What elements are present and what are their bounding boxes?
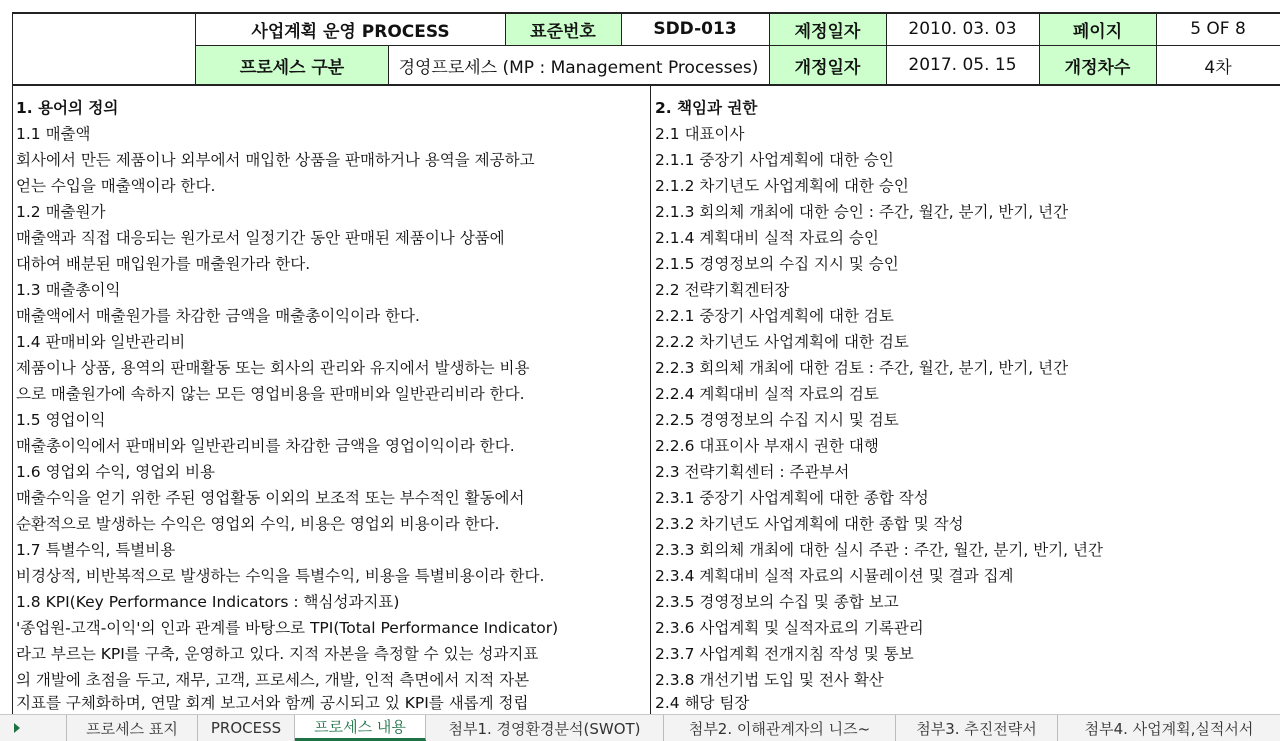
- column-divider: [650, 85, 651, 714]
- body-line[interactable]: 매출총이익에서 판매비와 일반관리비를 차감한 금액을 영업이익이라 한다.: [16, 437, 515, 455]
- body-line[interactable]: 으로 매출원가에 속하지 않는 모든 영업비용을 판매비와 일반관리비라 한다.: [16, 385, 525, 403]
- body-line[interactable]: 1.3 매출총이익: [16, 281, 121, 299]
- body-line[interactable]: 회사에서 만든 제품이나 외부에서 매입한 상품을 판매하거나 용역을 제공하고: [16, 151, 535, 169]
- body-line[interactable]: 의 개발에 초점을 두고, 재무, 고객, 프로세스, 개발, 인적 측면에서 지적 자본: [16, 671, 530, 689]
- sheet-tab-attachment-3[interactable]: 첨부3. 추진전략서: [896, 715, 1058, 741]
- body-line[interactable]: 2.3.3 회의체 개최에 대한 실시 주관 : 주간, 월간, 분기, 반기, 년간: [655, 541, 1103, 559]
- std-no-value[interactable]: SDD-013: [653, 19, 737, 39]
- body-line[interactable]: 2.3.5 경영정보의 수집 및 종합 보고: [655, 593, 899, 611]
- body-line[interactable]: 2.1.4 계획대비 실적 자료의 승인: [655, 229, 879, 247]
- section-heading[interactable]: 1. 용어의 정의: [16, 99, 119, 117]
- sheet-tab-process-content[interactable]: 프로세스 내용: [295, 715, 426, 741]
- body-line[interactable]: 2.4 해당 팀장: [655, 694, 750, 712]
- grid-line: [388, 46, 389, 84]
- sheet-tab-attachment-1[interactable]: 첨부1. 경영환경분석(SWOT): [426, 715, 664, 741]
- scroll-tabs-right-icon[interactable]: [14, 723, 20, 733]
- std-no-label[interactable]: 표준번호: [505, 12, 621, 46]
- grid-line: [12, 12, 1280, 14]
- body-line[interactable]: 2.2.4 계획대비 실적 자료의 검토: [655, 385, 879, 403]
- grid-line: [12, 84, 1280, 86]
- body-line[interactable]: 2.2.6 대표이사 부재시 권한 대행: [655, 437, 879, 455]
- sheet-tab-process[interactable]: PROCESS: [198, 715, 295, 741]
- body-line[interactable]: 1.5 영업이익: [16, 411, 106, 429]
- body-line[interactable]: 1.7 특별수익, 특별비용: [16, 541, 176, 559]
- grid-line: [195, 12, 196, 85]
- sheet-tab-bar: [0, 714, 1280, 741]
- body-line[interactable]: 2.3.4 계획대비 실적 자료의 시뮬레이션 및 결과 집계: [655, 567, 1014, 585]
- body-line[interactable]: 2.2.5 경영정보의 수집 지시 및 검토: [655, 411, 899, 429]
- body-line[interactable]: 지표를 구체화하며, 연말 회계 보고서와 함께 공시되고 있 KPI를 새롭게 정립: [16, 694, 529, 712]
- grid-line: [621, 12, 622, 46]
- revision-value[interactable]: 4차: [1204, 57, 1232, 78]
- revision-label[interactable]: 개정차수: [1039, 46, 1156, 84]
- grid-line: [769, 12, 770, 85]
- body-line[interactable]: 1.4 판매비와 일반관리비: [16, 333, 186, 351]
- body-line[interactable]: 2.1.5 경영정보의 수집 지시 및 승인: [655, 255, 899, 273]
- body-line[interactable]: 1.6 영업외 수익, 영업외 비용: [16, 463, 216, 481]
- body-line[interactable]: 2.2 전략기획겐터장: [655, 281, 790, 299]
- process-type-value[interactable]: 경영프로세스 (MP : Management Processes): [398, 57, 759, 78]
- body-line[interactable]: 2.1.1 중장기 사업계획에 대한 승인: [655, 151, 894, 169]
- grid-line: [886, 12, 887, 85]
- body-line[interactable]: 2.2.1 중장기 사업계획에 대한 검토: [655, 307, 894, 325]
- body-line[interactable]: 매출수익을 얻기 위한 주된 영업활동 이외의 보조적 또는 부수적인 활동에서: [16, 489, 525, 507]
- body-line[interactable]: 2.1.3 회의체 개최에 대한 승인 : 주간, 월간, 분기, 반기, 년간: [655, 203, 1069, 221]
- body-line[interactable]: 2.3.1 중장기 사업계획에 대한 종합 작성: [655, 489, 929, 507]
- body-line[interactable]: 매출액에서 매출원가를 차감한 금액을 매출총이익이라 한다.: [16, 307, 420, 325]
- enact-date-value[interactable]: 2010. 03. 03: [908, 19, 1017, 39]
- body-line[interactable]: 2.3.8 개선기법 도입 및 전사 확산: [655, 671, 884, 689]
- process-type-label[interactable]: 프로세스 구분: [196, 46, 388, 84]
- body-line[interactable]: 2.3 전략기획센터 : 주관부서: [655, 463, 850, 481]
- grid-line: [196, 45, 1280, 46]
- grid-line: [12, 12, 13, 714]
- body-line[interactable]: 대하여 배분된 매입원가를 매출원가라 한다.: [16, 255, 311, 273]
- revise-date-label[interactable]: 개정일자: [769, 46, 886, 84]
- body-line[interactable]: 2.3.7 사업계획 전개지침 작성 및 통보: [655, 645, 914, 663]
- body-line[interactable]: 2.2.3 회의체 개최에 대한 검토 : 주간, 월간, 분기, 반기, 년간: [655, 359, 1069, 377]
- page-label[interactable]: 페이지: [1039, 12, 1156, 46]
- body-line[interactable]: 매출액과 직접 대응되는 원가로서 일정기간 동안 판매된 제품이나 상품에: [16, 229, 505, 247]
- body-line[interactable]: 2.3.2 차기년도 사업계획에 대한 종합 및 작성: [655, 515, 964, 533]
- body-line[interactable]: 2.2.2 차기년도 사업계획에 대한 검토: [655, 333, 909, 351]
- sheet-tab-attachment-4[interactable]: 첨부4. 사업계획,실적서서: [1084, 719, 1254, 738]
- sheet-tab-cover[interactable]: 프로세스 표지: [66, 715, 198, 741]
- body-line[interactable]: 라고 부르는 KPI를 구축, 운영하고 있다. 지적 자본을 측정할 수 있는 성과지표: [16, 645, 539, 663]
- header-title[interactable]: 사업계획 운영 PROCESS: [251, 21, 450, 42]
- body-line[interactable]: 1.2 매출원가: [16, 203, 106, 221]
- body-line[interactable]: 1.1 매출액: [16, 125, 91, 143]
- body-line[interactable]: 제품이나 상품, 용역의 판매활동 또는 회사의 관리와 유지에서 발생하는 비용: [16, 359, 530, 377]
- grid-line: [1156, 12, 1157, 85]
- body-line[interactable]: 순환적으로 발생하는 수익은 영업외 수익, 비용은 영업외 비용이라 한다.: [16, 515, 500, 533]
- body-line[interactable]: 2.3.6 사업계획 및 실적자료의 기록관리: [655, 619, 924, 637]
- grid-line: [505, 12, 506, 46]
- body-line[interactable]: 2.1 대표이사: [655, 125, 745, 143]
- sheet-tab-attachment-2[interactable]: 첨부2. 이해관계자의 니즈~: [664, 715, 896, 741]
- body-line[interactable]: 2.1.2 차기년도 사업계획에 대한 승인: [655, 177, 909, 195]
- grid-line: [1039, 12, 1040, 85]
- body-line[interactable]: 얻는 수입을 매출액이라 한다.: [16, 177, 216, 195]
- revise-date-value[interactable]: 2017. 05. 15: [908, 55, 1017, 75]
- body-line[interactable]: 비경상적, 비반복적으로 발생하는 수익을 특별수익, 비용을 특별비용이라 한다.: [16, 567, 545, 585]
- body-line[interactable]: 1.8 KPI(Key Performance Indicators : 핵심성과지표): [16, 593, 400, 611]
- enact-date-label[interactable]: 제정일자: [769, 12, 886, 46]
- body-line[interactable]: '종업원-고객-이익'의 인과 관계를 바탕으로 TPI(Total Performance Indicator): [16, 619, 559, 637]
- page-value[interactable]: 5 OF 8: [1190, 19, 1246, 39]
- section-heading[interactable]: 2. 책임과 권한: [655, 99, 758, 117]
